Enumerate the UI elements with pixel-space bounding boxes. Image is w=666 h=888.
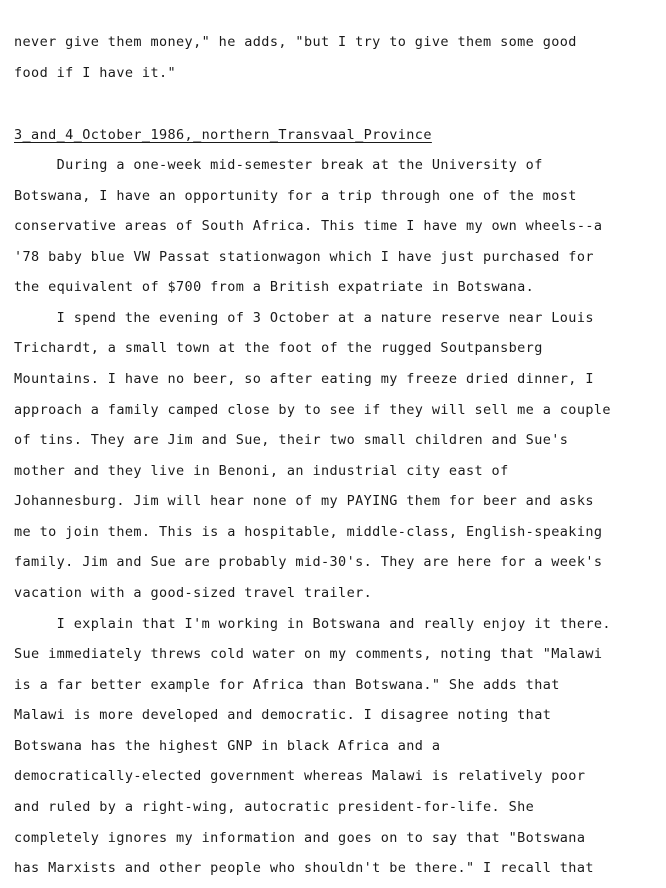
text-line: approach a family camped close by to see if they will sell me a couple xyxy=(14,402,611,418)
text-line: of tins. They are Jim and Sue, their two small children and Sue's xyxy=(14,432,569,448)
text-line: During a one-week mid-semester break at the University of xyxy=(14,157,543,173)
text-line: completely ignores my information and goes on to say that "Botswana xyxy=(14,830,586,846)
text-line: vacation with a good-sized travel trailer. xyxy=(14,585,373,601)
text-line: I explain that I'm working in Botswana and really enjoy it there. xyxy=(14,616,611,632)
text-line: mother and they live in Benoni, an industrial city east of xyxy=(14,463,509,479)
section-heading: 3_and_4_October_1986,_northern_Transvaal_Province xyxy=(14,127,432,143)
text-line: and ruled by a right-wing, autocratic president-for-life. She xyxy=(14,799,535,815)
text-line: Mountains. I have no beer, so after eating my freeze dried dinner, I xyxy=(14,371,594,387)
text-line: food if I have it." xyxy=(14,65,177,81)
text-line: Malawi is more developed and democratic. I disagree noting that xyxy=(14,707,552,723)
text-line: never give them money," he adds, "but I try to give them some good xyxy=(14,34,577,50)
text-line: the equivalent of $700 from a British expatriate in Botswana. xyxy=(14,279,535,295)
text-line: me to join them. This is a hospitable, middle-class, English-speaking xyxy=(14,524,603,540)
text-line: family. Jim and Sue are probably mid-30's. They are here for a week's xyxy=(14,554,603,570)
text-line: Botswana has the highest GNP in black Africa and a xyxy=(14,738,441,754)
text-line: Johannesburg. Jim will hear none of my PAYING them for beer and asks xyxy=(14,493,594,509)
text-line: Botswana, I have an opportunity for a trip through one of the most xyxy=(14,188,577,204)
text-line: I spend the evening of 3 October at a nature reserve near Louis xyxy=(14,310,594,326)
text-line: Sue immediately threws cold water on my comments, noting that "Malawi xyxy=(14,646,603,662)
text-line: Trichardt, a small town at the foot of the rugged Soutpansberg xyxy=(14,340,543,356)
text-line: is a far better example for Africa than Botswana." She adds that xyxy=(14,677,560,693)
text-line: democratically-elected government whereas Malawi is relatively poor xyxy=(14,768,586,784)
text-line: has Marxists and other people who shouldn't be there." I recall that xyxy=(14,860,594,876)
text-line: conservative areas of South Africa. This time I have my own wheels--a xyxy=(14,218,603,234)
text-line: '78 baby blue VW Passat stationwagon which I have just purchased for xyxy=(14,249,594,265)
